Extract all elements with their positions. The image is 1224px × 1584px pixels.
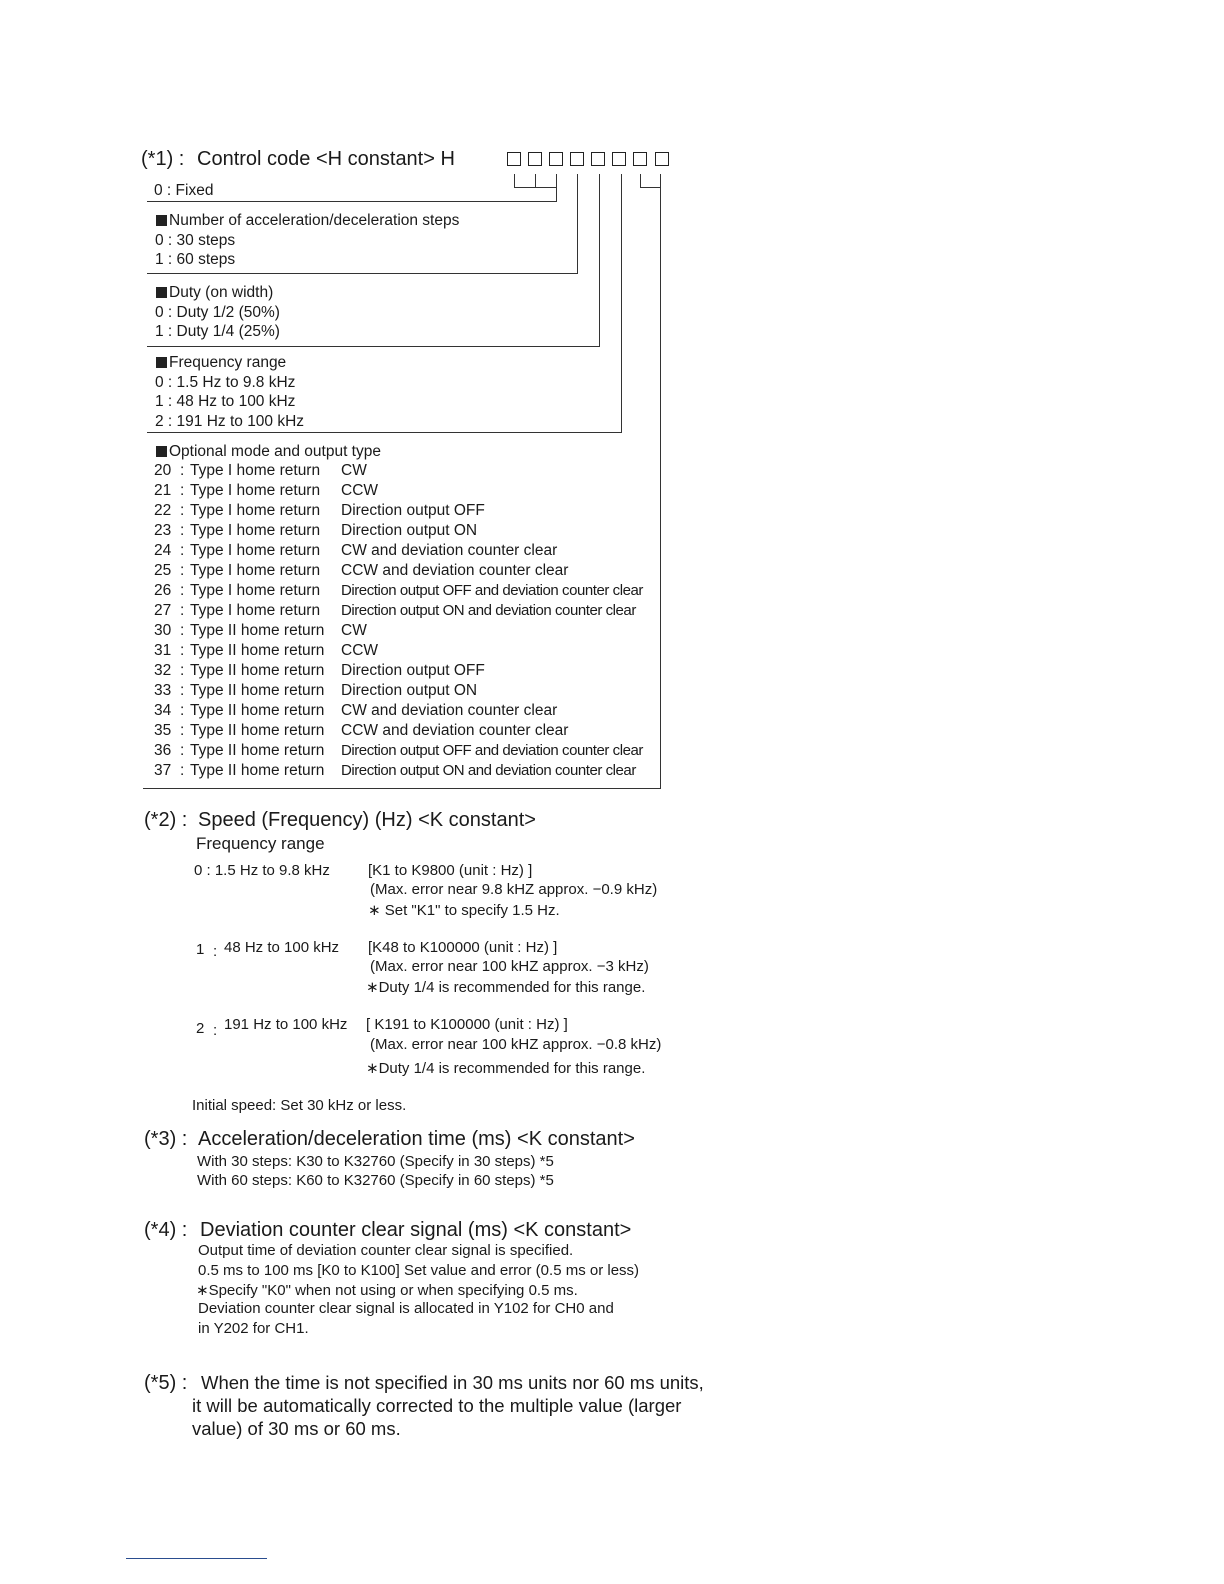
divider-fixed (147, 201, 557, 202)
s3-line: With 30 steps: K30 to K32760 (Specify in 30 steps) *5 (197, 1153, 554, 1170)
steps-title: Number of acceleration/deceleration steps (156, 212, 459, 230)
code-box (633, 152, 647, 166)
bullet-square-icon (156, 287, 167, 298)
mode-row-type: Type II home return (190, 662, 325, 679)
mode-row-output: CW (341, 462, 367, 479)
divider-mode (143, 788, 661, 789)
mode-row-type: Type I home return (190, 562, 321, 579)
mode-row-number: 31 (154, 642, 172, 659)
mode-row-output: Direction output ON and deviation counter clear (341, 602, 636, 619)
mode-row-number: 32 (154, 662, 172, 679)
mode-row-number: 37 (154, 762, 172, 779)
mode-row-colon: : (180, 482, 185, 499)
range1-k: [K48 to K100000 (unit : Hz) ] (368, 939, 558, 956)
mode-row-number: 36 (154, 742, 172, 759)
s4-line: Deviation counter clear signal is allocated in Y102 for CH0 and (198, 1300, 614, 1317)
connector-line (640, 174, 641, 187)
range2-error: (Max. error near 100 kHZ approx. −0.8 kHz) (370, 1036, 662, 1053)
connector-line (514, 187, 557, 188)
s5-marker: (*5) : (144, 1372, 188, 1394)
steps-option: 1 : 60 steps (155, 251, 236, 268)
mode-row-type: Type I home return (190, 602, 321, 619)
mode-row-colon: : (180, 702, 185, 719)
mode-row-colon: : (180, 662, 185, 679)
s5-line: When the time is not specified in 30 ms units nor 60 ms units, (201, 1372, 704, 1393)
mode-row-colon: : (180, 722, 185, 739)
range2-k: [ K191 to K100000 (unit : Hz) ] (366, 1016, 568, 1033)
range1-note: ∗Duty 1/4 is recommended for this range. (366, 979, 646, 996)
mode-row-colon: : (180, 642, 185, 659)
s3-marker: (*3) : (144, 1128, 188, 1150)
range1-colon: : (213, 943, 218, 960)
mode-row-number: 22 (154, 502, 172, 519)
s4-line: 0.5 ms to 100 ms [K0 to K100] Set value and error (0.5 ms or less) (198, 1262, 640, 1279)
mode-row-number: 35 (154, 722, 172, 739)
s4-line: ∗Specify "K0" when not using or when specifying 0.5 ms. (196, 1282, 578, 1299)
s4-title: Deviation counter clear signal (ms) <K constant> (200, 1219, 632, 1241)
s1-marker: (*1) : (141, 148, 185, 170)
s3-line: With 60 steps: K60 to K32760 (Specify in 60 steps) *5 (197, 1172, 554, 1189)
code-box (507, 152, 521, 166)
mode-row-type: Type I home return (190, 522, 321, 539)
mode-row-number: 30 (154, 622, 172, 639)
code-box (591, 152, 605, 166)
mode-row-colon: : (180, 502, 185, 519)
mode-row-type: Type II home return (190, 642, 325, 659)
code-box (570, 152, 584, 166)
mode-row-colon: : (180, 742, 185, 759)
mode-row-type: Type I home return (190, 462, 321, 479)
mode-row-number: 23 (154, 522, 172, 539)
mode-row-output: CW (341, 622, 367, 639)
bullet-square-icon (156, 215, 167, 226)
mode-row-colon: : (180, 602, 185, 619)
footer-rule (126, 1558, 267, 1559)
s4-line: in Y202 for CH1. (198, 1320, 309, 1337)
range0-k: [K1 to K9800 (unit : Hz) ] (368, 862, 533, 879)
mode-row-colon: : (180, 562, 185, 579)
code-box (655, 152, 669, 166)
divider-steps (147, 273, 578, 274)
mode-row-type: Type I home return (190, 582, 321, 599)
mode-row-output: Direction output OFF (341, 662, 485, 679)
range0-error: (Max. error near 9.8 kHZ approx. −0.9 kHz) (370, 881, 658, 898)
mode-row-output: CW and deviation counter clear (341, 542, 558, 559)
initial-speed: Initial speed: Set 30 kHz or less. (192, 1097, 407, 1114)
s1-title: Control code <H constant> H (197, 148, 455, 170)
mode-row-output: CCW (341, 482, 379, 499)
freq-option: 0 : 1.5 Hz to 9.8 kHz (155, 374, 296, 391)
mode-row-type: Type I home return (190, 502, 321, 519)
mode-row-type: Type I home return (190, 482, 321, 499)
s4-marker: (*4) : (144, 1219, 188, 1241)
code-box (528, 152, 542, 166)
freq-option: 1 : 48 Hz to 100 kHz (155, 393, 296, 410)
mode-row-number: 27 (154, 602, 172, 619)
mode-row-output: Direction output ON and deviation counter clear (341, 762, 636, 779)
mode-row-output: Direction output OFF and deviation counter clear (341, 582, 643, 599)
mode-row-colon: : (180, 542, 185, 559)
range2-num: 2 (196, 1020, 205, 1037)
mode-row-colon: : (180, 622, 185, 639)
fixed-text: 0 : Fixed (154, 182, 214, 199)
s2-title: Speed (Frequency) (Hz) <K constant> (198, 809, 536, 831)
connector-line (599, 174, 600, 346)
mode-title: Optional mode and output type (156, 443, 381, 461)
mode-row-output: Direction output OFF and deviation counter clear (341, 742, 643, 759)
mode-row-number: 20 (154, 462, 172, 479)
mode-row-type: Type I home return (190, 542, 321, 559)
mode-row-type: Type II home return (190, 622, 325, 639)
connector-line (660, 174, 661, 788)
bullet-square-icon (156, 446, 167, 457)
mode-row-type: Type II home return (190, 702, 325, 719)
s4-line: Output time of deviation counter clear signal is specified. (198, 1242, 574, 1259)
range2-colon: : (213, 1022, 218, 1039)
mode-row-number: 33 (154, 682, 172, 699)
mode-row-output: CCW (341, 642, 379, 659)
mode-row-output: Direction output ON (341, 682, 478, 699)
mode-row-colon: : (180, 682, 185, 699)
s5-line: it will be automatically corrected to the multiple value (larger (192, 1395, 682, 1416)
mode-row-type: Type II home return (190, 722, 325, 739)
range0-label: 0 : 1.5 Hz to 9.8 kHz (194, 862, 330, 879)
range1-num: 1 (196, 941, 205, 958)
mode-row-colon: : (180, 582, 185, 599)
mode-row-colon: : (180, 762, 185, 779)
range2-note: ∗Duty 1/4 is recommended for this range. (366, 1060, 646, 1077)
mode-row-colon: : (180, 522, 185, 539)
connector-line (640, 187, 661, 188)
duty-option: 1 : Duty 1/4 (25%) (155, 323, 280, 340)
mode-row-number: 24 (154, 542, 172, 559)
connector-line (514, 174, 515, 187)
s2-subtitle: Frequency range (196, 834, 325, 853)
mode-row-output: CW and deviation counter clear (341, 702, 558, 719)
mode-row-output: Direction output ON (341, 522, 478, 539)
mode-row-type: Type II home return (190, 742, 325, 759)
code-box (612, 152, 626, 166)
mode-row-output: CCW and deviation counter clear (341, 722, 569, 739)
mode-row-output: Direction output OFF (341, 502, 485, 519)
divider-freq (147, 432, 622, 433)
duty-option: 0 : Duty 1/2 (50%) (155, 304, 280, 321)
mode-row-type: Type II home return (190, 682, 325, 699)
steps-option: 0 : 30 steps (155, 232, 236, 249)
duty-title: Duty (on width) (156, 284, 273, 302)
s3-title: Acceleration/deceleration time (ms) <K constant> (198, 1128, 635, 1150)
divider-duty (147, 346, 600, 347)
connector-line (577, 174, 578, 273)
s2-marker: (*2) : (144, 809, 188, 831)
mode-row-colon: : (180, 462, 185, 479)
s5-line: value) of 30 ms or 60 ms. (192, 1418, 401, 1439)
connector-line (535, 174, 536, 187)
range1-range: 48 Hz to 100 kHz (224, 939, 340, 956)
mode-row-number: 26 (154, 582, 172, 599)
mode-row-number: 21 (154, 482, 172, 499)
connector-line (621, 174, 622, 432)
bullet-square-icon (156, 357, 167, 368)
mode-row-output: CCW and deviation counter clear (341, 562, 569, 579)
freq-option: 2 : 191 Hz to 100 kHz (155, 413, 305, 430)
code-box (549, 152, 563, 166)
mode-row-number: 34 (154, 702, 172, 719)
freq-title: Frequency range (156, 354, 286, 372)
range1-error: (Max. error near 100 kHZ approx. −3 kHz) (370, 958, 649, 975)
range0-note: ∗ Set "K1" to specify 1.5 Hz. (368, 902, 560, 919)
mode-row-number: 25 (154, 562, 172, 579)
mode-row-type: Type II home return (190, 762, 325, 779)
range2-range: 191 Hz to 100 kHz (224, 1016, 348, 1033)
